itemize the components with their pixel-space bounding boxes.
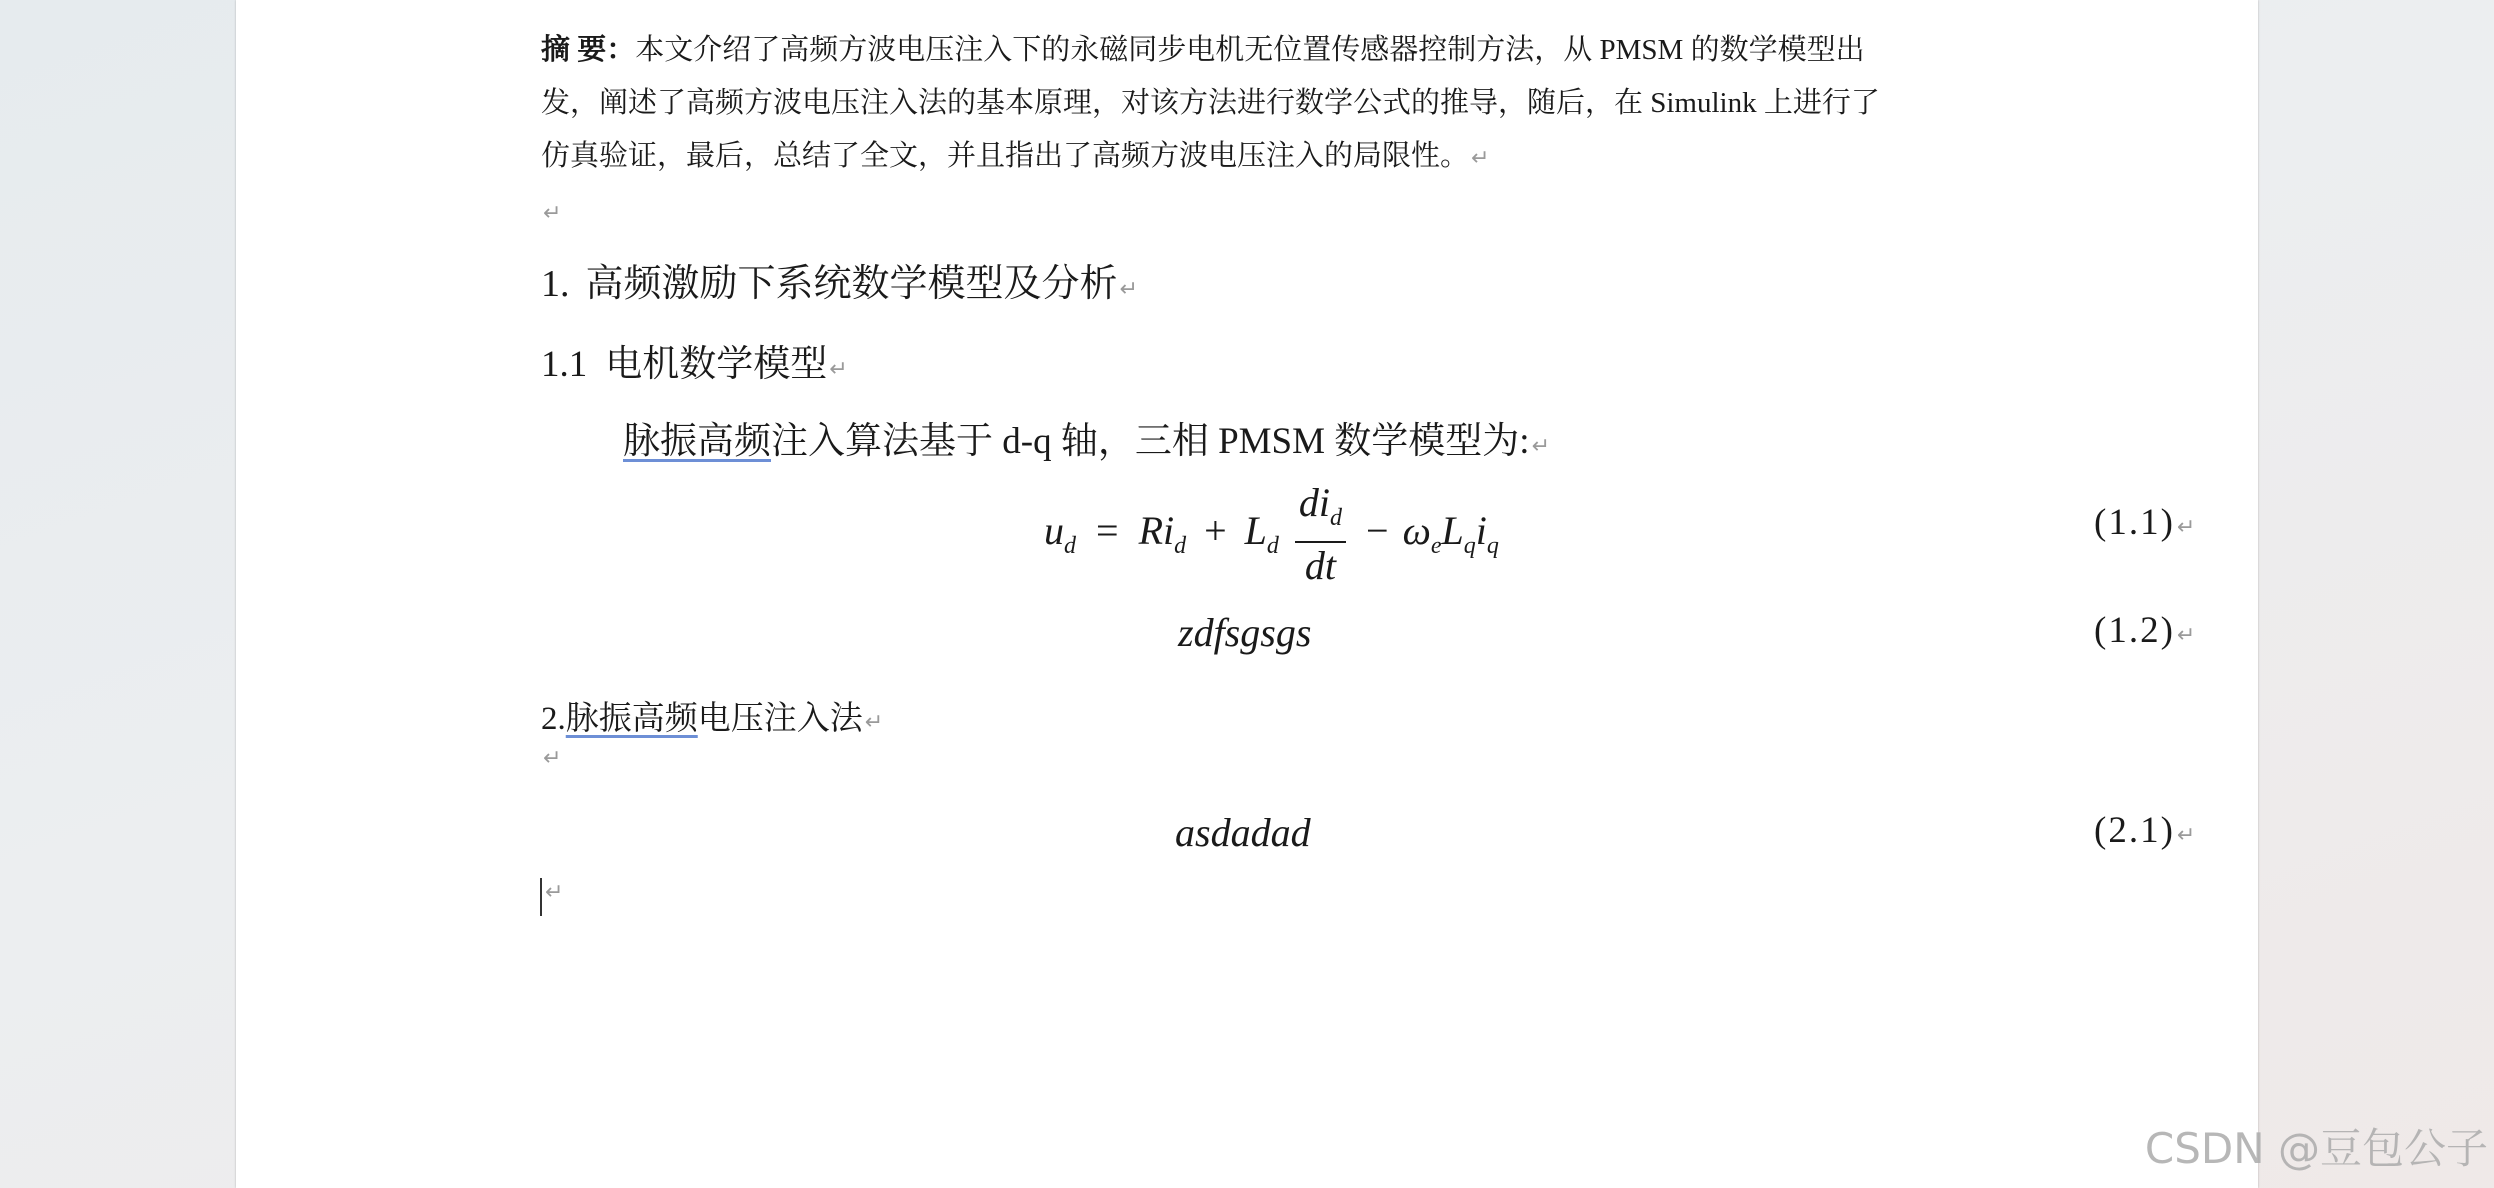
equation-number: (1.2)↵ <box>2094 610 2198 651</box>
heading-1-text: 高频激励下系统数学模型及分析 <box>585 261 1118 305</box>
heading-1-number: 1. <box>541 263 570 305</box>
equation-number: (2.1)↵ <box>2094 810 2198 851</box>
empty-line[interactable] <box>543 880 563 905</box>
heading-2-text: 电机数学模型 <box>605 342 828 385</box>
section-2-heading[interactable]: 2.脉振高频电压注入法↵ <box>541 701 884 737</box>
paragraph-mark-icon: ↵ <box>2176 623 2198 648</box>
paragraph-mark-icon: ↵ <box>545 880 564 905</box>
paragraph-mark-icon: ↵ <box>543 201 562 226</box>
paragraph-mark-icon: ↵ <box>1471 146 1490 171</box>
abstract-line-3: 仿真验证，最后，总结了全文，并且指出了高频方波电压注入的局限性。↵ <box>541 140 1490 172</box>
paragraph-mark-icon: ↵ <box>2176 823 2198 848</box>
text-cursor <box>540 878 542 916</box>
heading-1[interactable] <box>541 252 1138 307</box>
abstract-line-1: 摘 要：本文介绍了高频方波电压注入下的永磁同步电机无位置传感器控制方法，从 PMSM 的数学模型出 <box>541 34 1865 66</box>
abstract-line-2: 发，阐述了高频方波电压注入法的基本原理，对该方法进行数学公式的推导，随后，在 Simulink 上进行了 <box>541 87 1880 119</box>
heading-2-number: 1.1 <box>541 344 588 385</box>
paragraph-mark-icon: ↵ <box>864 710 884 735</box>
abstract-label: 摘 要： <box>541 34 636 66</box>
heading-2[interactable] <box>541 333 848 387</box>
section-2-prefix: 2. <box>541 701 566 737</box>
empty-line <box>541 746 561 771</box>
paragraph-mark-icon: ↵ <box>829 357 848 382</box>
paragraph-mark-icon: ↵ <box>543 746 562 771</box>
document-page[interactable] <box>236 0 2258 1188</box>
paragraph-mark-icon: ↵ <box>1531 434 1550 459</box>
watermark: CSDN @豆包公子 <box>2144 1124 2488 1173</box>
paragraph-mark-icon: ↵ <box>1119 277 1138 302</box>
equation-number: (1.1)↵ <box>2094 502 2198 543</box>
empty-line <box>541 185 1880 240</box>
underlined-term: 脉振高频 <box>565 701 698 737</box>
equation-2-1[interactable]: asdadad <box>1175 810 1311 855</box>
paragraph-mark-icon: ↵ <box>2176 515 2198 540</box>
underlined-term: 脉振高频 <box>623 421 771 462</box>
body-paragraph[interactable]: 脉振高频注入算法基于 d-q 轴，三相 PMSM 数学模型为:↵ <box>623 421 1550 462</box>
abstract-paragraph[interactable] <box>541 24 1880 240</box>
fraction: $\frac{di_d}{dt}$ <box>1295 480 1346 589</box>
equation-1-2[interactable]: zdfsgsgs <box>1178 610 1312 655</box>
equation-1-1[interactable]: $u_d = Ri_d + L_d$ $\frac{di_d}{dt}$ − $\omega_eL_qi_q$ <box>1044 480 1499 588</box>
